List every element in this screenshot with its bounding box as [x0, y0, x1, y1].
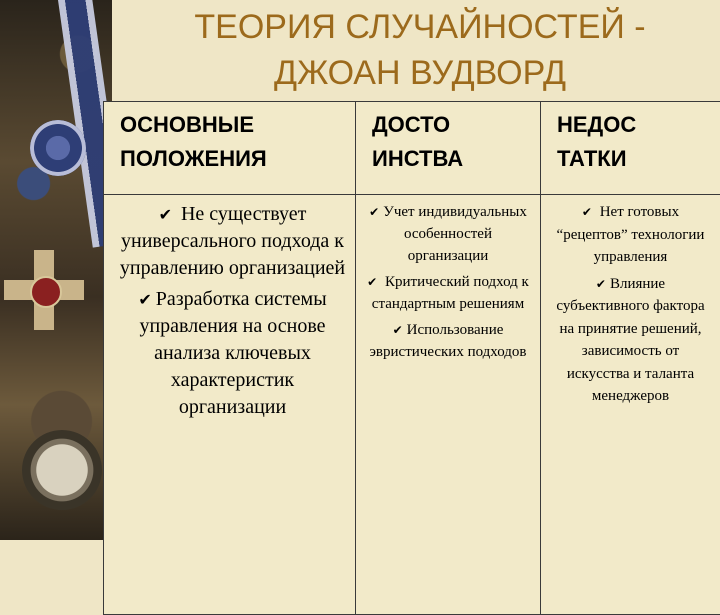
list-item: ✔ Не существует универсального подхода к управлению организацией: [116, 201, 349, 282]
cell-advantages: [356, 195, 541, 615]
checkmark-icon: ✔: [393, 323, 403, 337]
checkmark-icon: ✔: [138, 290, 151, 309]
cell-main-points: [104, 195, 356, 615]
checkmark-icon: ✔: [582, 205, 592, 219]
list-item: ✔ Нет готовых “рецептов” технологии управления: [549, 201, 712, 269]
comparison-table: [103, 101, 720, 615]
checkmark-icon: ✔: [159, 205, 172, 224]
cell-disadvantages: [541, 195, 720, 615]
table-body-row: [104, 195, 720, 615]
list-item: ✔ Использование эвристических подходов: [364, 319, 532, 363]
header-cell-advantages: ДОСТО ИНСТВА: [356, 102, 541, 195]
order-cross-center-image: [30, 276, 62, 308]
slide-title: ТЕОРИЯ СЛУЧАЙНОСТЕЙ - ДЖОАН ВУДВОРД: [150, 4, 690, 96]
checkmark-icon: ✔: [596, 277, 606, 291]
checkmark-icon: ✔: [369, 205, 379, 219]
list-item: ✔ Учет индивидуальных особенностей организации: [364, 201, 532, 267]
checkmark-icon: ✔: [367, 275, 377, 289]
table-header-row: [104, 102, 720, 195]
decorative-image-strip: [0, 0, 112, 540]
medal-rosette-image: [30, 120, 86, 176]
header-cell-disadvantages: НЕДОС ТАТКИ: [541, 102, 720, 195]
list-item: ✔ Критический подход к стандартным решениям: [364, 271, 532, 315]
header-cell-main-points: ОСНОВНЫЕ ПОЛОЖЕНИЯ: [104, 102, 356, 195]
list-item: ✔ Разработка системы управления на основе анализа ключевых характеристик организации: [116, 286, 349, 421]
compass-image: [22, 430, 102, 510]
list-item: ✔ Влияние субъективного фактора на принятие решений, зависимость от искусства и таланта менеджеров: [549, 273, 712, 408]
